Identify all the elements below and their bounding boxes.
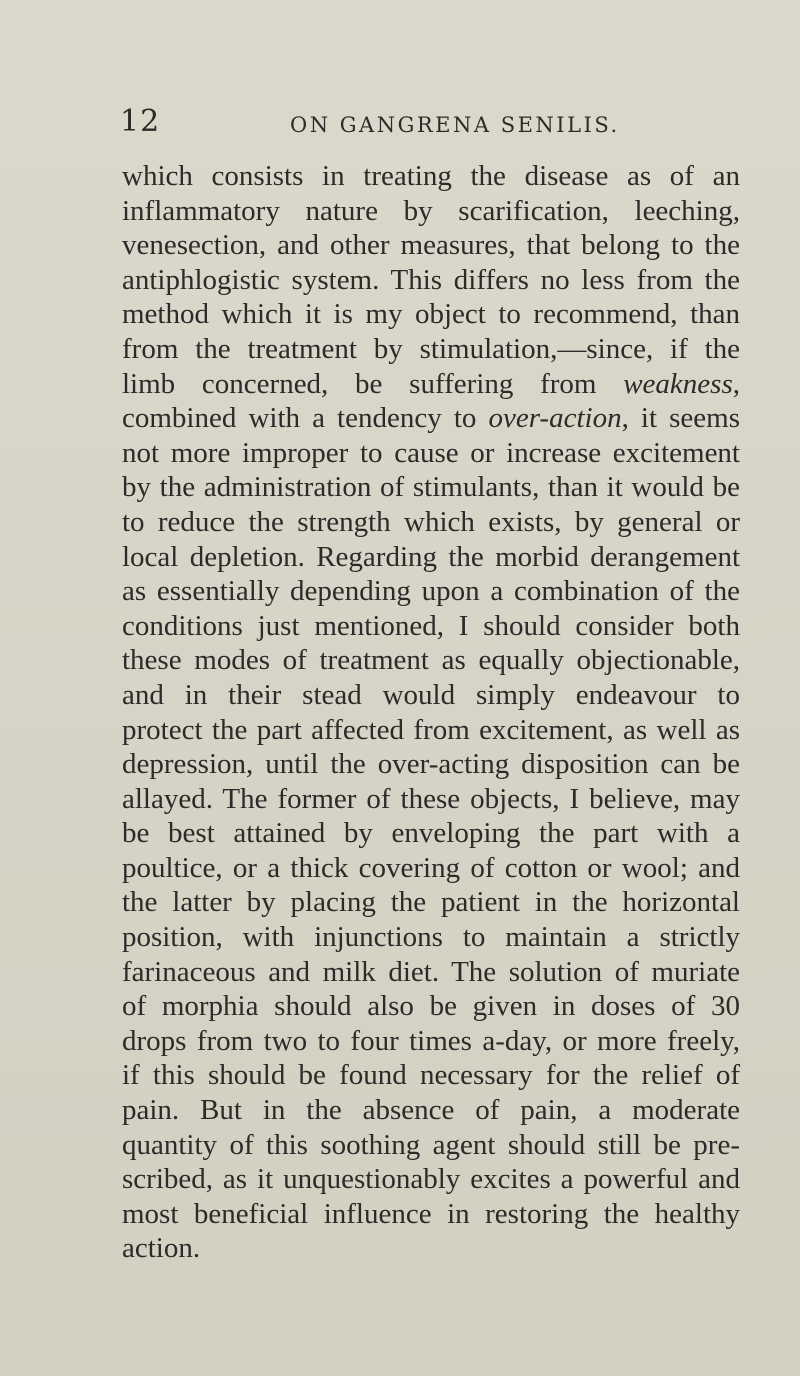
- body-paragraph: [122, 159, 740, 1266]
- running-head: ON GANGRENA SENILIS.: [290, 113, 620, 137]
- text-segment: , combined with a tendency to: [122, 367, 740, 435]
- page-number: 12: [120, 104, 161, 139]
- page-header: [120, 104, 740, 144]
- text-segment-italic: weakness: [623, 367, 733, 400]
- text-segment: , it seems not more improper to cause or increase excitement by the administration of stimulants, than it would be to reduce the strength which exists, by general or local depletion. Regarding the morbid derangement as essentially depending upon a combination of the conditions just mentioned, I should consider both these modes of treatment as equally objectionable, and in their stead would simply endeavour to protect the part affected from excitement, as well as depression, until the over-acting disposition can be allayed. The former of these objects, I believe, may be best attained by enveloping the part with a poultice, or a thick covering of cotton or wool; and the latter by placing the patient in the horizontal position, with injunctions to maintain a strictly farinaceous and milk diet. The solution of muriate of morphia should also be given in doses of 30 drops from two to four times a-day, or more freely, if this should be found necessary for the relief of pain. But in the absence of pain, a moderate quantity of this soothing agent should still be prescribed, as it unquestionably excites a powerful and most beneficial influence in restoring the healthy action.: [122, 402, 740, 1265]
- text-segment-italic: over-action: [488, 402, 622, 435]
- text-segment: which consists in treating the disease as of an inflammatory nature by scarification, leeching, venesection, and other measures, that belong to the antiphlogistic system. This differs no less from the method which it is my object to recommend, than from the treatment by stimulation,—since, if the limb concerned, be suffering from: [122, 160, 740, 400]
